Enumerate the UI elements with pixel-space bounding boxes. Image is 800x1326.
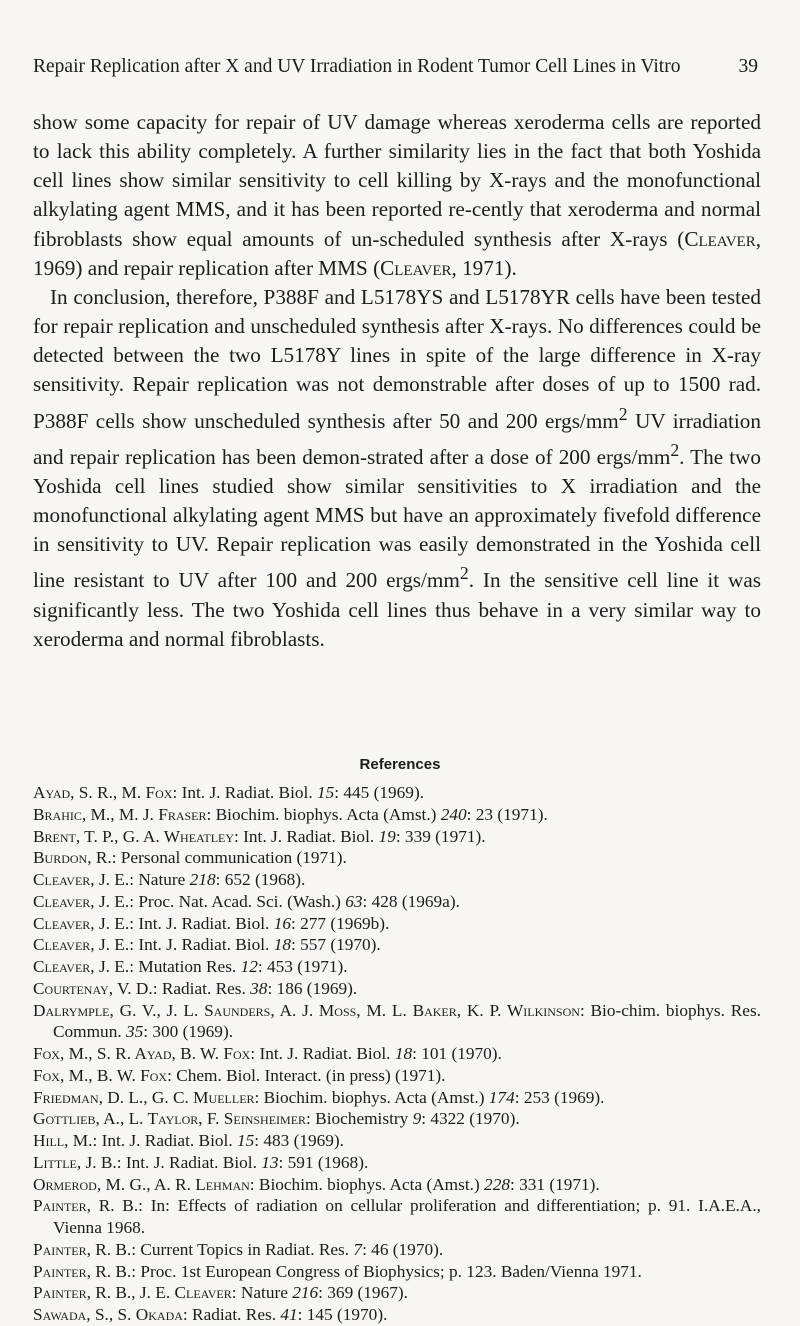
reference-authors: Dalrymple, G. V., J. L. Saunders, A. J. Moss, M. L. Baker, K. P. Wilkinson: [33, 1000, 580, 1020]
citation-author: Cleaver: [380, 255, 452, 280]
reference-volume: 18: [394, 1044, 413, 1063]
reference-pages: : 46 (1970).: [362, 1239, 444, 1259]
reference-pages: : 591 (1968).: [278, 1152, 369, 1172]
reference-item: [33, 826, 761, 848]
reference-pages: : 428 (1969a).: [362, 891, 460, 911]
text-run: , 1971).: [451, 255, 517, 280]
reference-pages: : 369 (1967).: [318, 1283, 408, 1303]
page-number: 39: [738, 56, 758, 77]
reference-source: : Nature: [231, 1283, 293, 1303]
references-heading: References: [359, 756, 441, 773]
superscript: 2: [670, 439, 680, 460]
reference-volume: 240: [440, 804, 467, 824]
reference-authors: Painter, R. B.: [33, 1261, 132, 1281]
reference-item: [33, 869, 761, 891]
reference-item: [33, 913, 761, 935]
reference-pages: : 300 (1969).: [143, 1022, 234, 1042]
reference-volume: 7: [353, 1239, 363, 1259]
reference-source: : Int. J. Radiat. Biol.: [234, 826, 379, 846]
reference-source: : Int. J. Radiat. Biol.: [129, 913, 274, 933]
reference-volume: 15: [316, 783, 335, 802]
paragraph-conclusion: [33, 283, 761, 654]
text-run: show some capacity for repair of UV damage whereas xeroderma cells are reported to lack this ability completely. A further similarity lies in the fact that both Yoshida cell lines show similar sensitivity to cell killing by X-rays and the monofunctional alkylating agent MMS, and it has been reported re-cently that xeroderma and normal fibroblasts show equal amounts of un-scheduled synthesis after X-rays (: [33, 110, 761, 251]
reference-authors: Painter, R. B.: [33, 1239, 132, 1259]
reference-volume: 18: [273, 935, 291, 955]
reference-item: [33, 782, 761, 804]
paragraph-continuation: [33, 108, 761, 283]
reference-volume: 13: [261, 1152, 279, 1172]
reference-item: [33, 847, 761, 869]
reference-item: [33, 804, 761, 826]
reference-item: [33, 1239, 761, 1261]
reference-volume: 16: [273, 913, 291, 933]
reference-source: : Proc. Nat. Acad. Sci. (Wash.): [129, 891, 346, 911]
reference-authors: Cleaver, J. E.: [33, 913, 130, 933]
reference-item: [33, 1282, 761, 1304]
reference-authors: Fox, M., S. R. Ayad, B. W. Fox: [33, 1044, 251, 1063]
reference-source: : Radiat. Res.: [152, 978, 251, 998]
body-text: [33, 108, 761, 654]
reference-source: : Personal communication (1971).: [111, 848, 347, 868]
text-run: , 1969) and repair replication after MMS (: [33, 226, 761, 280]
reference-item: [33, 1174, 761, 1196]
reference-item: [33, 934, 761, 956]
reference-authors: Hill, M.: [33, 1131, 93, 1150]
reference-pages: : 557 (1970).: [290, 935, 381, 955]
reference-pages: : 277 (1969b).: [290, 913, 390, 933]
reference-item: [33, 1304, 761, 1326]
reference-source: : Current Topics in Radiat. Res.: [131, 1239, 354, 1259]
running-title: Repair Replication after X and UV Irradiation in Rodent Tumor Cell Lines in Vitro: [33, 56, 681, 77]
reference-source: : Int. J. Radiat. Biol.: [129, 935, 274, 955]
reference-authors: Cleaver, J. E.: [33, 957, 130, 976]
reference-source: : Biochim. biophys. Acta (Amst.): [254, 1087, 489, 1107]
reference-item: [33, 891, 761, 913]
reference-item: [33, 1152, 761, 1174]
reference-volume: 19: [378, 826, 396, 846]
reference-volume: 174: [488, 1087, 515, 1107]
reference-source: : Int. J. Radiat. Biol.: [172, 783, 317, 802]
reference-volume: 38: [250, 978, 268, 998]
reference-source: : Biochim. biophys. Acta (Amst.): [206, 804, 441, 824]
reference-volume: 15: [236, 1131, 255, 1150]
text-run: UV irradiation and repair replication has been demon-strated after a dose of 200 ergs/mm: [33, 408, 761, 469]
reference-pages: : 186 (1969).: [267, 978, 358, 998]
reference-item: [33, 1195, 761, 1239]
reference-authors: Sawada, S., S. Okada: [33, 1305, 183, 1324]
reference-item: [33, 1000, 761, 1044]
reference-authors: Fox, M., B. W. Fox: [33, 1065, 168, 1085]
reference-authors: Ayad, S. R., M. Fox: [33, 783, 173, 802]
reference-item: [33, 1261, 761, 1283]
reference-authors: Painter, R. B.: [33, 1196, 139, 1216]
reference-source: : Radiat. Res.: [182, 1305, 281, 1324]
reference-authors: Gottlieb, A., L. Taylor, F. Seinsheimer: [33, 1109, 307, 1129]
reference-pages: : 253 (1969).: [514, 1087, 605, 1107]
text-run: In conclusion, therefore, P388F and L5178YS and L5178YR cells have been tested for repair replication and unscheduled synthesis after X-rays. No differences could be detected between the two L5178Y lines in spite of the large difference in X-ray sensitivity. Repair replication was not demonstrable after doses of up to 1500 rad. P388F cells show unscheduled synthesis after 50 and 200 ergs/mm: [33, 284, 761, 433]
reference-volume: 35: [125, 1022, 144, 1042]
reference-pages: : 445 (1969).: [334, 783, 425, 802]
reference-pages: : 483 (1969).: [254, 1131, 345, 1150]
reference-pages: : 4322 (1970).: [421, 1109, 520, 1129]
reference-authors: Painter, R. B., J. E. Cleaver: [33, 1283, 232, 1303]
reference-authors: Courtenay, V. D.: [33, 978, 153, 998]
reference-source: : Biochim. biophys. Acta (Amst.): [249, 1174, 485, 1194]
reference-item: [33, 1108, 761, 1130]
reference-authors: Brahic, M., M. J. Fraser: [33, 804, 207, 824]
reference-volume: 9: [412, 1109, 422, 1129]
reference-source: : Bio-chim. biophys. Res. Commun.: [53, 1000, 762, 1042]
reference-source: : Int. J. Radiat. Biol.: [92, 1131, 237, 1150]
reference-authors: Friedman, D. L., G. C. Mueller: [33, 1087, 255, 1107]
reference-pages: : 145 (1970).: [297, 1305, 388, 1324]
reference-source: : In: Effects of radiation on cellular proliferation and differentiation; p. 91. I.A.E.A., Vienna 1968.: [53, 1196, 761, 1237]
reference-pages: : 101 (1970).: [412, 1044, 502, 1063]
reference-volume: 216: [292, 1283, 319, 1303]
reference-authors: Ormerod, M. G., A. R. Lehman: [33, 1174, 250, 1194]
superscript: 2: [459, 563, 469, 584]
reference-volume: 41: [280, 1305, 298, 1324]
reference-item: [33, 956, 761, 978]
reference-volume: 228: [484, 1174, 510, 1194]
reference-source: : Biochemistry: [306, 1109, 413, 1129]
reference-source: : Int. J. Radiat. Biol.: [116, 1152, 262, 1172]
reference-authors: Little, J. B.: [33, 1152, 117, 1172]
references-list: [33, 782, 761, 1326]
reference-pages: : 453 (1971).: [257, 957, 348, 976]
reference-authors: Cleaver, J. E.: [33, 935, 130, 955]
superscript: 2: [618, 403, 628, 424]
text-run: . In the sensitive cell line it was significantly less. The two Yoshida cell lines thus behave in a very similar way to xeroderma and normal fibroblasts.: [33, 568, 761, 651]
reference-volume: 63: [345, 891, 363, 911]
reference-pages: : 652 (1968).: [215, 870, 306, 889]
running-header: [33, 56, 758, 86]
reference-authors: Burdon, R.: [33, 848, 112, 868]
reference-item: [33, 1043, 761, 1065]
reference-pages: : 331 (1971).: [509, 1174, 600, 1194]
reference-source: : Nature: [129, 870, 190, 889]
reference-item: [33, 1130, 761, 1152]
reference-volume: 12: [240, 957, 258, 976]
reference-source: : Proc. 1st European Congress of Biophysics; p. 123. Baden/Vienna 1971.: [131, 1261, 642, 1281]
reference-item: [33, 1087, 761, 1109]
reference-authors: Cleaver, J. E.: [33, 870, 130, 889]
reference-authors: Cleaver, J. E.: [33, 891, 130, 911]
reference-authors: Brent, T. P., G. A. Wheatley: [33, 826, 235, 846]
reference-source: : Int. J. Radiat. Biol.: [250, 1044, 395, 1063]
reference-item: [33, 1065, 761, 1087]
reference-volume: 218: [189, 870, 216, 889]
text-run: . The two Yoshida cell lines studied show similar sensitivities to X irradiation and the monofunctional alkylating agent MMS but have an approximately fivefold difference in sensitivity to UV. Repair replication was easily demonstrated in the Yoshida cell line resistant to UV after 100 and 200 ergs/mm: [33, 444, 762, 593]
reference-source: : Chem. Biol. Interact. (in press) (1971).: [167, 1065, 446, 1085]
citation-author: Cleaver: [684, 226, 756, 251]
reference-pages: : 339 (1971).: [395, 826, 486, 846]
reference-pages: : 23 (1971).: [466, 804, 548, 824]
reference-item: [33, 978, 761, 1000]
reference-source: : Mutation Res.: [129, 957, 241, 976]
